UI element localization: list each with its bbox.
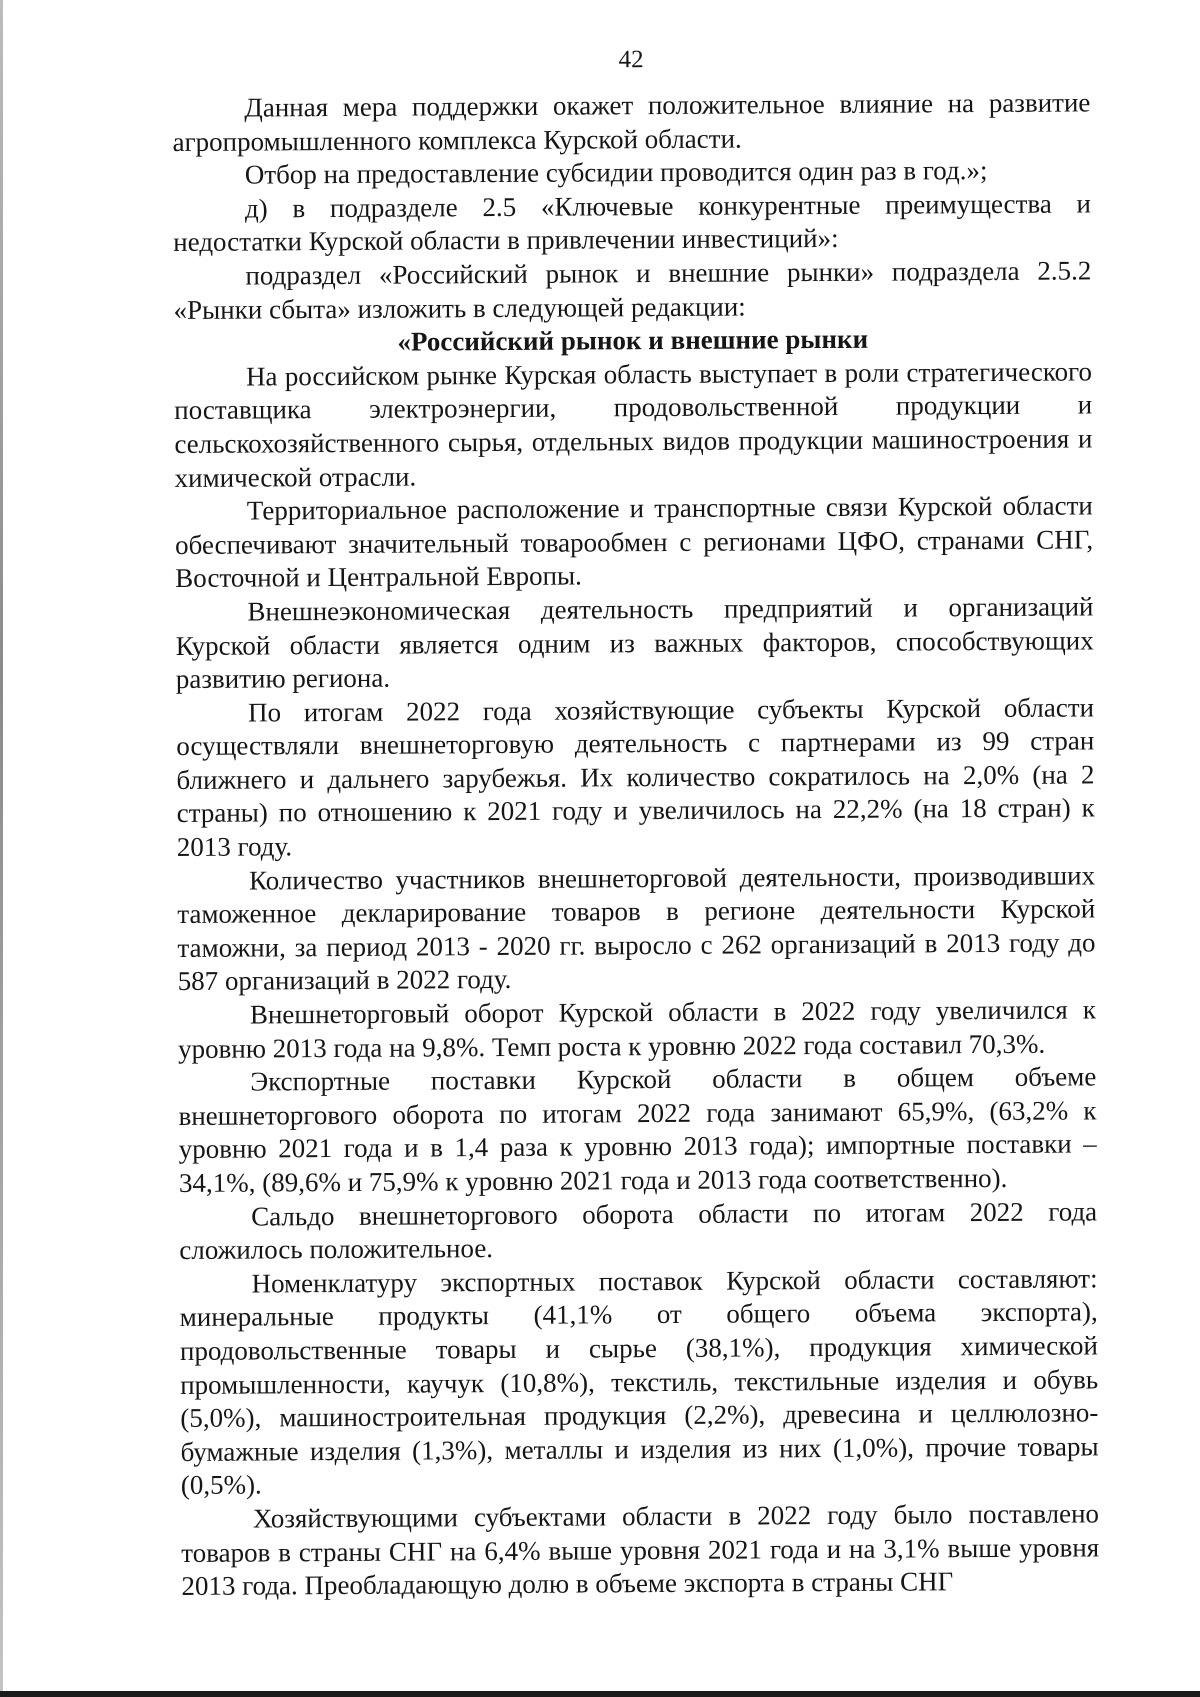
paragraph-export-import: Экспортные поставки Курской области в общем объеме внешнеторгового оборота по итогам 2022 года занимают 65,9%, (63,2% к уровню 2021 года и в 1,4 раза к уровню 2013 года); импортные поставки – 34,1%, (89,6% и 75,9% к уровню 2021 года и 2013 года соответственно). — [178, 1061, 1097, 1198]
paragraph-cis-supplies: Хозяйствующими субъектами области в 2022 году было поставлено товаров в страны СНГ на 6,4% выше уровня 2021 года и на 3,1% выше уровня 2013 года. Преобладающую долю в объеме экспорта в страны СНГ — [181, 1498, 1100, 1602]
paragraph-foreign-economic-activity: Внешнеэкономическая деятельность предприятий и организаций Курской области является одним из важных факторов, способствующих развитию региона. — [175, 591, 1094, 695]
paragraph-participants-count: Количество участников внешнеторговой деятельности, производивших таможенное декларирование товаров в регионе деятельности Курской таможни, за период 2013 - 2020 гг. выросло с 262 организаций в 2013 году до 587 организаций в 2022 году. — [177, 860, 1096, 997]
paragraph-territorial-location: Территориальное расположение и транспортные связи Курской области обеспечивают значительный товарообмен с регионами ЦФО, странами СНГ, Восточной и Центральной Европы. — [174, 490, 1094, 594]
paragraph-subsection-2-5-2: подраздел «Российский рынок и внешние рынки» подраздела 2.5.2 «Рынки сбыта» изложить в следующей редакции: — [173, 255, 1092, 325]
document-page — [172, 42, 1099, 1603]
paragraph-trade-partners: По итогам 2022 года хозяйствующие субъекты Курской области осуществляли внешнеторговую деятельность с партнерами из 99 стран ближнего и дальнего зарубежья. Их количество сократилось на 2,0% (на 2 страны) по отношению к 2021 году и увеличилось на 22,2% (на 18 стран) к 2013 году. — [176, 692, 1095, 863]
paragraph-support-measure: Данная мера поддержки окажет положительное влияние на развитие агропромышленного комплекса Курской области. — [172, 87, 1091, 157]
paragraph-trade-turnover: Внешнеторговый оборот Курской области в 2022 году увеличился к уровню 2013 года на 9,8%. Темп роста к уровню 2022 года составил 70,3%. — [178, 994, 1096, 1064]
page-number: 42 — [618, 46, 644, 74]
scan-edge-bottom — [0, 1691, 1200, 1697]
paragraph-russian-market: На российском рынке Курская область выступает в роли стратегического поставщика электроэнергии, продовольственной продукции и сельскохозяйственного сырья, отдельных видов продукции машиностроения и химической отрасли. — [174, 356, 1093, 493]
paragraph-subsection-2-5: д) в подразделе 2.5 «Ключевые конкурентные преимущества и недостатки Курской области в привлечении инвестиций»: — [173, 188, 1092, 258]
scan-edge-left — [0, 0, 3, 1697]
section-heading: «Российский рынок и внешние рынки — [397, 323, 869, 357]
paragraph-export-nomenclature: Номенклатуру экспортных поставок Курской области составляют: минеральные продукты (41,1% от общего объема экспорта), продовольственные товары и сырье (38,1%), продукция химической промышленности, каучук (10,8%), текстиль, текстильные изделия и обувь (5,0%), машиностроительная продукция (2,2%), древесина и целлюлозно-бумажные изделия (1,3%), металлы и изделия из них (1,0%), прочие товары (0,5%). — [179, 1263, 1099, 1501]
paragraph-subsidy-selection: Отбор на предоставление субсидии проводится один раз в год.»; — [244, 155, 988, 190]
paragraph-trade-balance: Сальдо внешнеторгового оборота области по итогам 2022 года сложилось положительное. — [179, 1195, 1098, 1266]
